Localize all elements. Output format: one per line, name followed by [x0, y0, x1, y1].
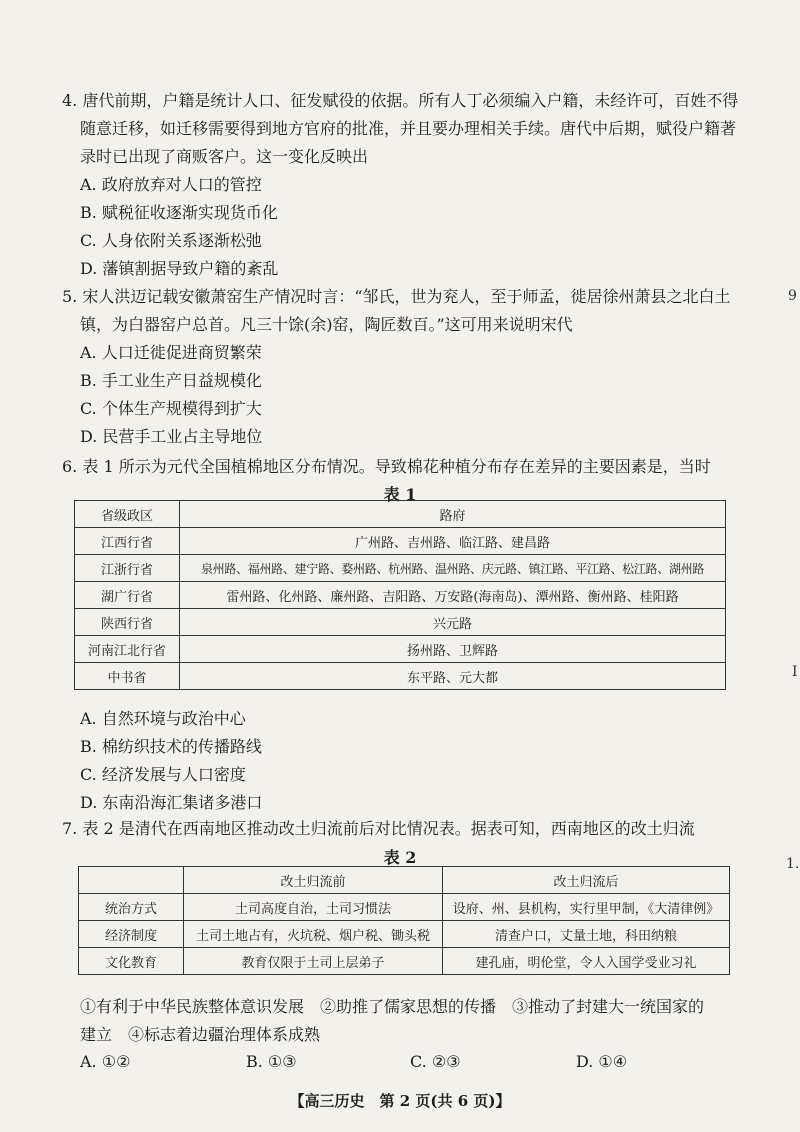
table-2-cell: 文化教育: [79, 948, 184, 975]
q5-line-1: 5. 宋人洪迈记载安徽萧窑生产情况时言：“邹氏，世为兖人，至于师孟，徙居徐州萧县之北白土: [62, 287, 731, 306]
table-row: [79, 894, 730, 921]
table-row: [75, 582, 726, 609]
table-1-cell: 兴元路: [180, 609, 726, 636]
table-1-header-cell: 省级政区: [75, 501, 180, 528]
q4-line-1: 4. 唐代前期，户籍是统计人口、征发赋役的依据。所有人丁必须编入户籍，未经许可，百姓不得: [62, 91, 739, 110]
q4-option-a: A. 政府放弃对人口的管控: [80, 175, 262, 194]
table-2-cell: 设府、州、县机构，实行里甲制，《大清律例》: [443, 894, 730, 921]
table-1-cell: 湖广行省: [75, 582, 180, 609]
margin-mark: 9: [788, 288, 797, 304]
table-1-cell: 陕西行省: [75, 609, 180, 636]
table-2-cell: 土司土地占有，火坑税、烟户税、锄头税: [184, 921, 443, 948]
q7-statements-line-2: 建立 ④标志着边疆治理体系成熟: [80, 1025, 321, 1044]
table-2-cell: 建孔庙，明伦堂，令人入国学受业习礼: [443, 948, 730, 975]
q7-choice-a: A. ①②: [80, 1052, 131, 1071]
table-1: [74, 500, 726, 690]
table-row: [75, 528, 726, 555]
table-row: [79, 948, 730, 975]
table-2-header-cell: 改土归流前: [184, 867, 443, 894]
table-row: [75, 636, 726, 663]
table-2-cell: 统治方式: [79, 894, 184, 921]
q4-option-d: D. 藩镇割据导致户籍的紊乱: [80, 259, 279, 278]
table-2-header-cell: 改土归流后: [443, 867, 730, 894]
q6-option-c: C. 经济发展与人口密度: [80, 765, 246, 784]
table-2-cell: 经济制度: [79, 921, 184, 948]
q6-option-d: D. 东南沿海汇集诸多港口: [80, 793, 263, 812]
table-2-header-row: [79, 867, 730, 894]
table-row: [75, 555, 726, 582]
table-row: [75, 609, 726, 636]
table-1-cell: 中书省: [75, 663, 180, 690]
q7-stem: 7. 表 2 是清代在西南地区推动改土归流前后对比情况表。据表可知，西南地区的改土归流: [62, 819, 695, 838]
table-2-cell: 清查户口，丈量土地，科田纳粮: [443, 921, 730, 948]
q4-line-3: 录时已出现了商贩客户。这一变化反映出: [80, 147, 369, 166]
q5-option-a: A. 人口迁徙促进商贸繁荣: [80, 343, 262, 362]
table-row: [75, 663, 726, 690]
margin-mark: I: [792, 664, 798, 680]
q4-line-2: 随意迁移，如迁移需要得到地方官府的批准，并且要办理相关手续。唐代中后期，赋役户籍著: [80, 119, 737, 138]
table-1-caption: 表 1: [383, 485, 417, 504]
q4-option-b: B. 赋税征收逐渐实现货币化: [80, 203, 278, 222]
table-1-cell: 东平路、元大都: [180, 663, 726, 690]
q7-choice-c: C. ②③: [410, 1052, 461, 1071]
q7-choice-d: D. ①④: [576, 1052, 628, 1071]
margin-mark: 1.: [786, 856, 800, 872]
table-2-cell: 土司高度自治，土司习惯法: [184, 894, 443, 921]
table-row: [79, 921, 730, 948]
table-1-cell: 扬州路、卫辉路: [180, 636, 726, 663]
q4-option-c: C. 人身依附关系逐渐松弛: [80, 231, 262, 250]
q6-option-a: A. 自然环境与政治中心: [80, 709, 246, 728]
table-1-cell: 广州路、吉州路、临江路、建昌路: [180, 528, 726, 555]
table-1-cell: 雷州路、化州路、廉州路、吉阳路、万安路(海南岛)、潭州路、衡州路、桂阳路: [180, 582, 726, 609]
q5-option-b: B. 手工业生产日益规模化: [80, 371, 262, 390]
q5-line-2: 镇，为白器窑户总首。凡三十馀(余)窑，陶匠数百。”这可用来说明宋代: [80, 315, 573, 334]
q7-statements-line-1: ①有利于中华民族整体意识发展 ②助推了儒家思想的传播 ③推动了封建大一统国家的: [80, 997, 705, 1016]
table-1-header-row: [75, 501, 726, 528]
q6-stem: 6. 表 1 所示为元代全国植棉地区分布情况。导致棉花种植分布存在差异的主要因素是，当时: [62, 457, 711, 476]
q5-option-d: D. 民营手工业占主导地位: [80, 427, 263, 446]
table-2: [78, 866, 730, 975]
q6-option-b: B. 棉纺织技术的传播路线: [80, 737, 262, 756]
table-1-cell: 泉州路、福州路、建宁路、婺州路、杭州路、温州路、庆元路、镇江路、平江路、松江路、湖州路: [180, 555, 726, 582]
page-footer: 【高三历史 第 2 页(共 6 页)】: [289, 1092, 511, 1110]
table-2-header-cell: [79, 867, 184, 894]
q5-option-c: C. 个体生产规模得到扩大: [80, 399, 262, 418]
table-1-cell: 江浙行省: [75, 555, 180, 582]
table-1-cell: 江西行省: [75, 528, 180, 555]
table-1-header-cell: 路府: [180, 501, 726, 528]
table-2-cell: 教育仅限于土司上层弟子: [184, 948, 443, 975]
table-2-caption: 表 2: [383, 848, 417, 867]
table-1-cell: 河南江北行省: [75, 636, 180, 663]
q7-choice-b: B. ①③: [246, 1052, 297, 1071]
